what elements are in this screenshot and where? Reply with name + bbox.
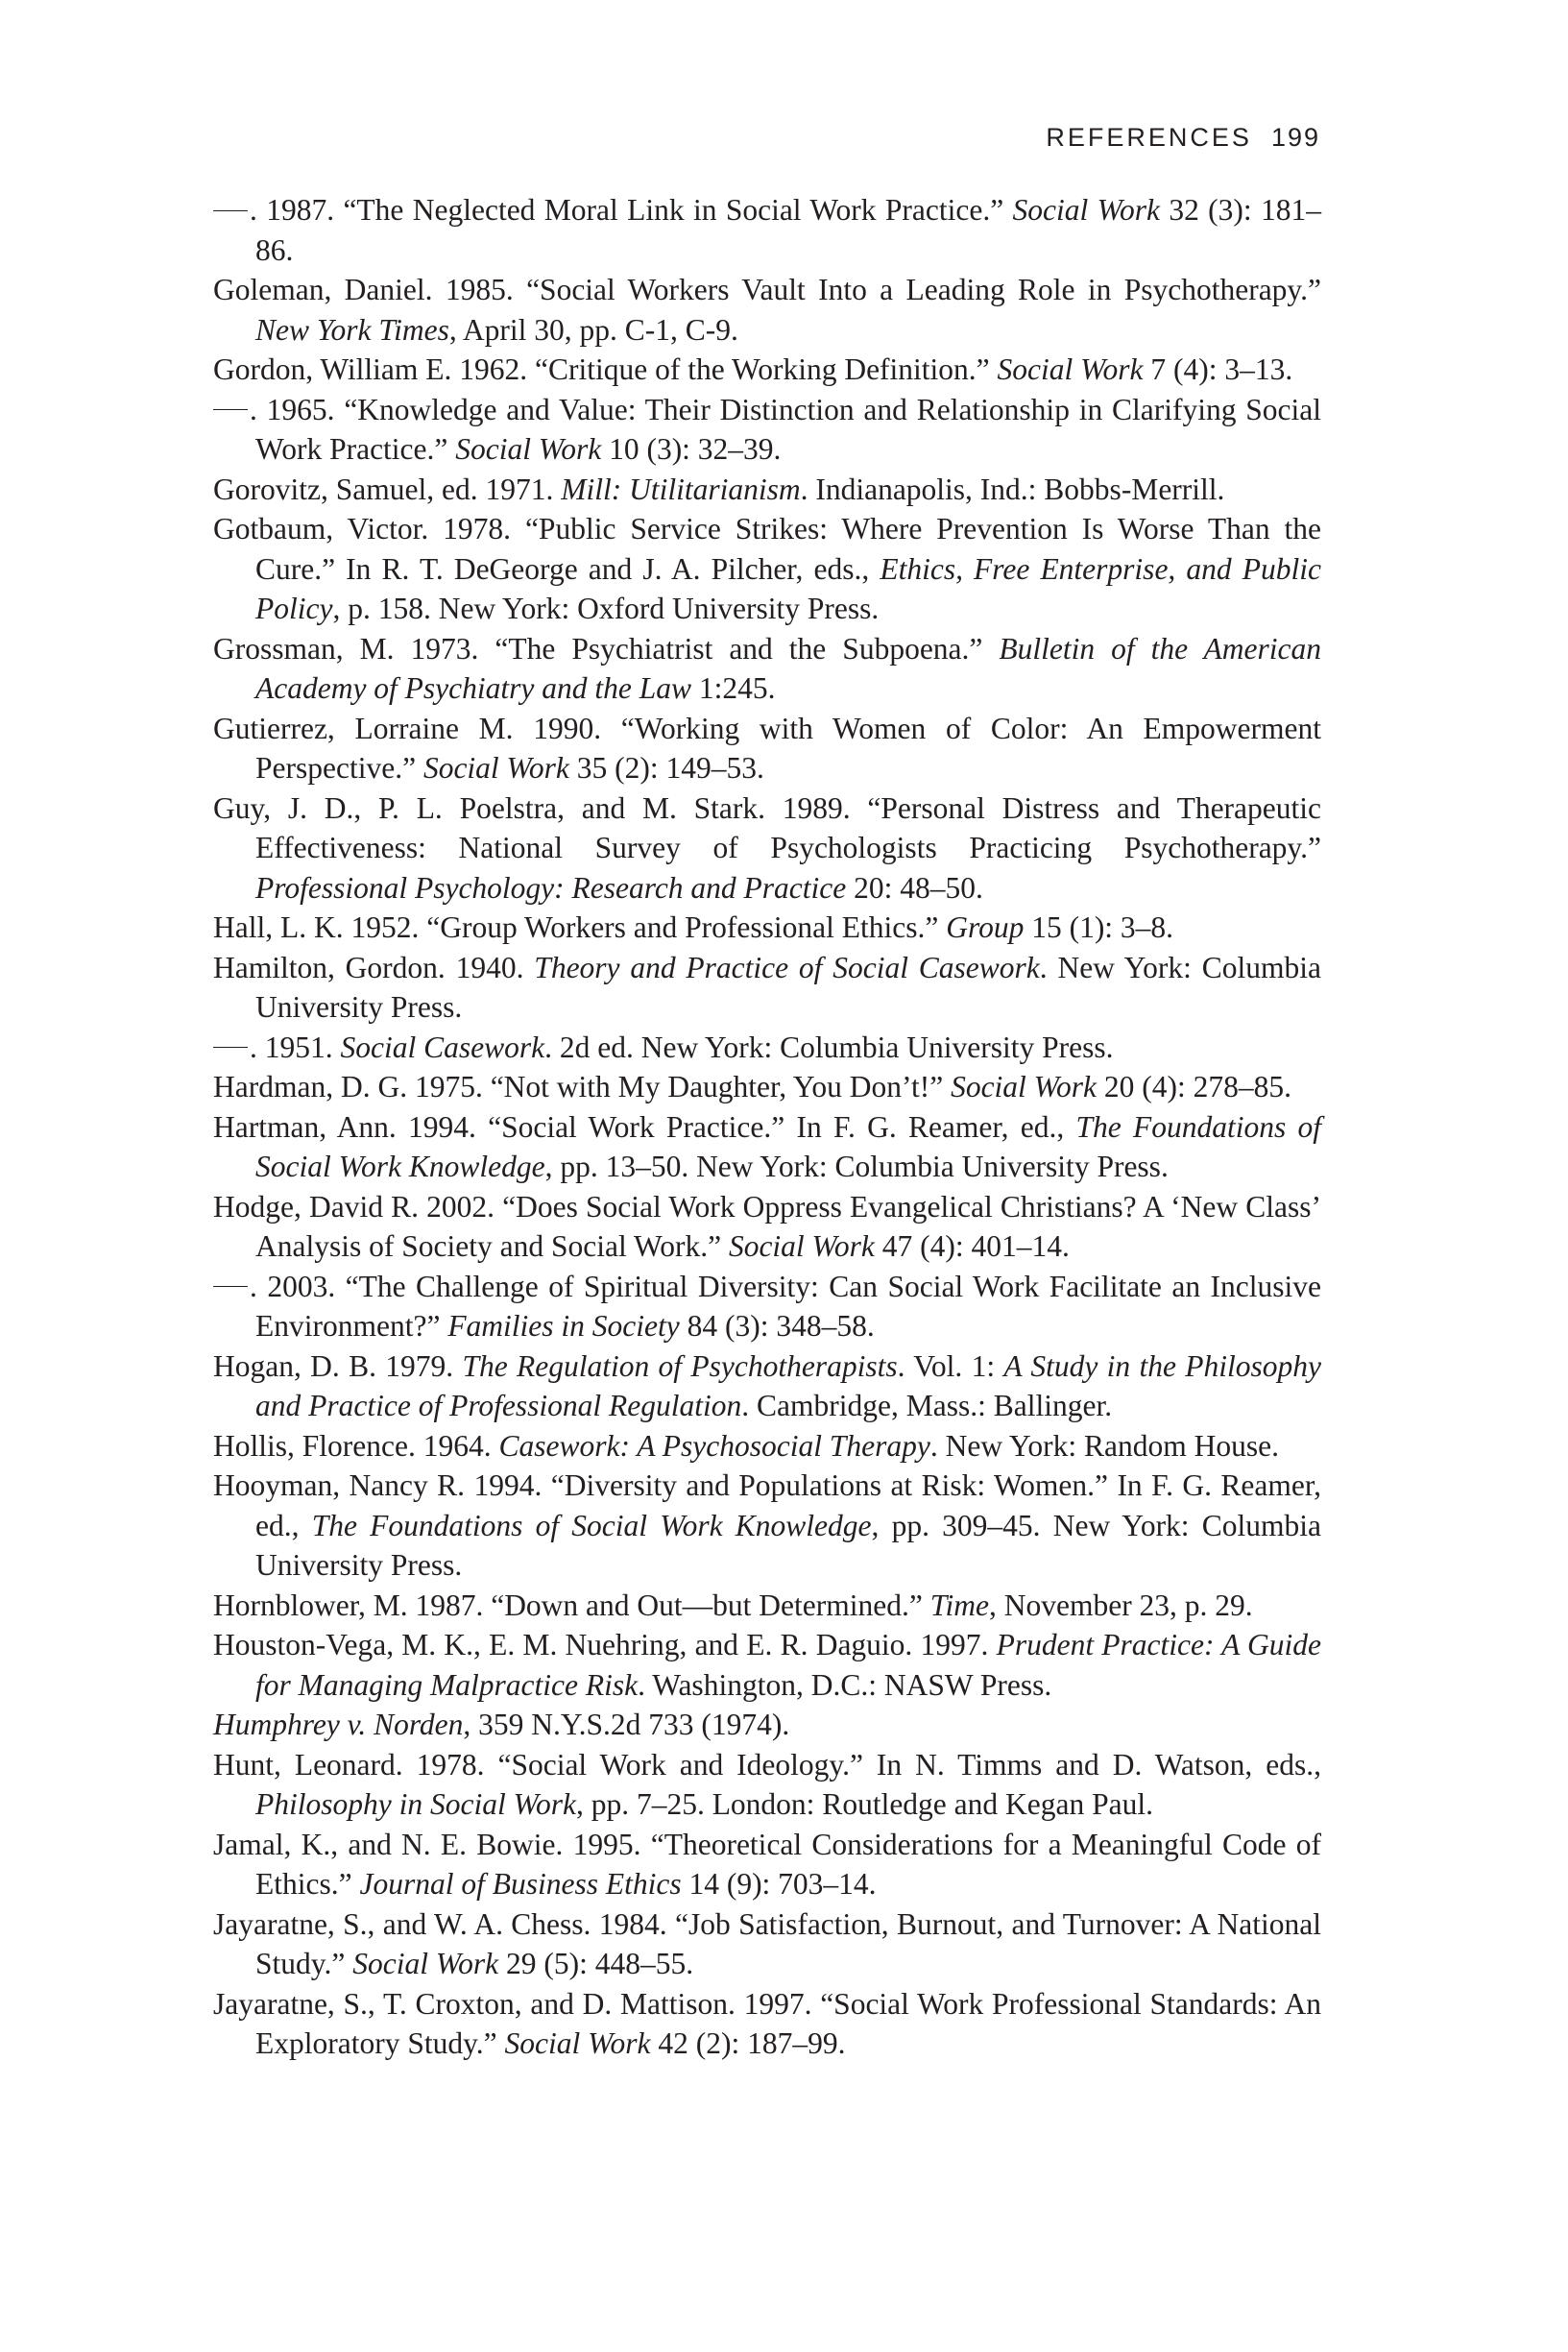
ref-text: 10 (3): 32–39.	[601, 432, 782, 466]
ref-title: Journal of Business Ethics	[359, 1867, 682, 1901]
ref-text: . Cambridge, Mass.: Ballinger.	[741, 1389, 1113, 1422]
ref-text: Hunt, Leonard. 1978. “Social Work and Ideology.” In N. Timms and D. Watson, eds.,	[213, 1747, 1321, 1782]
ref-title: New York Times	[255, 312, 449, 347]
ref-text: . 1987. “The Neglected Moral Link in Social Work Practice.”	[250, 193, 1013, 227]
ref-title: Philosophy in Social Work	[255, 1787, 576, 1821]
ref-text: . New York: Columbia University Press.	[255, 950, 1321, 1024]
repeat-author-dash	[213, 1286, 248, 1287]
ref-text: 47 (4): 401–14.	[874, 1229, 1070, 1263]
reference-entry	[213, 948, 1321, 1028]
ref-text: Hodge, David R. 2002. “Does Social Work Oppress Evangelical Christians? A ‘New Class’ Analysis of Society and Social Work.”	[213, 1189, 1321, 1263]
ref-title: Social Work	[455, 432, 602, 466]
ref-text: 14 (9): 703–14.	[681, 1867, 877, 1901]
ref-text: . Vol. 1:	[897, 1348, 1004, 1383]
reference-entry	[213, 1625, 1321, 1705]
ref-text: Gutierrez, Lorraine M. 1990. “Working with Women of Color: An Empowerment Perspective.”	[213, 711, 1321, 785]
ref-title: Humphrey v. Norden	[213, 1708, 464, 1741]
reference-entry	[213, 1904, 1321, 1984]
ref-title: Mill: Utilitarianism	[561, 472, 801, 506]
ref-title: Families in Society	[447, 1309, 680, 1343]
reference-entry	[213, 1705, 1321, 1745]
ref-text: 32 (3): 181–86.	[255, 193, 1322, 267]
ref-text: Hooyman, Nancy R. 1994. “Diversity and Populations at Risk: Women.” In F. G. Reamer, ed.,	[213, 1468, 1321, 1542]
ref-title: Social Work	[728, 1229, 875, 1263]
ref-text: 7 (4): 3–13.	[1143, 352, 1293, 386]
reference-entry	[213, 1346, 1321, 1426]
repeat-author-dash	[213, 1047, 248, 1048]
ref-text: 35 (2): 149–53.	[568, 751, 764, 785]
reference-entry	[213, 1426, 1321, 1467]
ref-title: The Foundations of Social Work Knowledge	[255, 1109, 1321, 1183]
ref-text: , pp. 309–45. New York: Columbia University Press.	[255, 1508, 1322, 1582]
ref-title: Casework: A Psychosocial Therapy	[498, 1428, 930, 1463]
ref-title: Professional Psychology: Research and Practice	[255, 870, 847, 905]
ref-title: Theory and Practice of Social Casework	[534, 950, 1040, 984]
ref-title: Prudent Practice: A Guide for Managing Malpractice Risk	[255, 1628, 1321, 1702]
ref-title: Social Casework	[340, 1030, 545, 1064]
ref-text: 20 (4): 278–85.	[1097, 1070, 1292, 1103]
ref-text: . New York: Random House.	[929, 1428, 1280, 1463]
ref-text: 15 (1): 3–8.	[1024, 910, 1174, 944]
reference-entry	[213, 1187, 1321, 1267]
ref-text: Gordon, William E. 1962. “Critique of the Working Definition.”	[213, 352, 998, 386]
ref-text: , pp. 7–25. London: Routledge and Kegan Paul.	[575, 1787, 1153, 1821]
ref-text: Goleman, Daniel. 1985. “Social Workers Vault Into a Leading Role in Psychotherapy.”	[213, 273, 1321, 306]
ref-text: Jayaratne, S., and W. A. Chess. 1984. “Job Satisfaction, Burnout, and Turnover: A National Study.”	[213, 1906, 1321, 1980]
ref-title: Social Work	[997, 352, 1144, 386]
repeat-author-dash	[213, 409, 248, 410]
reference-entry	[213, 470, 1321, 510]
ref-title: Social Work	[1012, 193, 1160, 227]
ref-text: Guy, J. D., P. L. Poelstra, and M. Stark. 1989. “Personal Distress and Therapeutic Effectiveness: National Survey of Psychologists Practicing Psychotherapy.”	[213, 790, 1321, 864]
ref-text: Hamilton, Gordon. 1940.	[213, 950, 535, 984]
reference-entry	[213, 1028, 1321, 1068]
ref-title: The Foundations of Social Work Knowledge	[311, 1508, 872, 1542]
ref-title: Time	[929, 1588, 989, 1622]
reference-entry	[213, 908, 1321, 948]
ref-text: 42 (2): 187–99.	[650, 2026, 846, 2060]
ref-text: , April 30, pp. C-1, C-9.	[448, 312, 738, 347]
ref-title: Social Work	[352, 1947, 499, 1980]
ref-title: Ethics, Free Enterprise, and Public Policy	[255, 551, 1321, 625]
ref-title: Social Work	[951, 1070, 1098, 1103]
ref-text: Jayaratne, S., T. Croxton, and D. Mattison. 1997. “Social Work Professional Standards: An Exploratory Study.”	[213, 1986, 1321, 2060]
repeat-author-dash	[213, 210, 248, 211]
reference-entry	[213, 1825, 1321, 1904]
ref-text: Hollis, Florence. 1964.	[213, 1428, 499, 1463]
ref-text: Hornblower, M. 1987. “Down and Out—but Determined.”	[213, 1588, 930, 1622]
ref-text: . Indianapolis, Ind.: Bobbs-Merrill.	[800, 472, 1225, 506]
ref-text: 1:245.	[691, 671, 776, 705]
ref-text: . 2003. “The Challenge of Spiritual Diversity: Can Social Work Facilitate an Inclusive Environment?”	[250, 1269, 1321, 1343]
ref-text: Hartman, Ann. 1994. “Social Work Practice.” In F. G. Reamer, ed.,	[213, 1109, 1076, 1144]
ref-text: , pp. 13–50. New York: Columbia University Press.	[544, 1150, 1169, 1183]
reference-entry	[213, 190, 1321, 270]
ref-text: . 1965. “Knowledge and Value: Their Distinction and Relationship in Clarifying Social Work Practice.”	[250, 392, 1321, 466]
ref-text: Jamal, K., and N. E. Bowie. 1995. “Theoretical Considerations for a Meaningful Code of Ethics.”	[213, 1827, 1321, 1901]
reference-entry	[213, 1586, 1321, 1626]
page-number: 199	[1270, 123, 1320, 152]
ref-title: The Regulation of Psychotherapists	[462, 1348, 898, 1383]
ref-text: Hardman, D. G. 1975. “Not with My Daughter, You Don’t!”	[213, 1070, 952, 1103]
reference-entry	[213, 788, 1321, 909]
ref-text: Gotbaum, Victor. 1978. “Public Service Strikes: Where Prevention Is Worse Than the Cure.” In R. T. DeGeorge and J. A. Pilcher, eds.,	[213, 512, 1321, 586]
ref-text: Gorovitz, Samuel, ed. 1971.	[213, 472, 562, 506]
ref-text: . 1951.	[250, 1030, 341, 1064]
ref-text: , November 23, p. 29.	[988, 1588, 1253, 1622]
reference-entry	[213, 1107, 1321, 1187]
ref-title: Group	[946, 910, 1025, 944]
reference-entry	[213, 1984, 1321, 2064]
reference-entry	[213, 629, 1321, 709]
reference-entry	[213, 1267, 1321, 1346]
reference-entry	[213, 509, 1321, 629]
ref-text: 84 (3): 348–58.	[679, 1309, 875, 1343]
reference-entry	[213, 1466, 1321, 1586]
ref-text: . 2d ed. New York: Columbia University Press.	[544, 1030, 1114, 1064]
ref-text: Hall, L. K. 1952. “Group Workers and Professional Ethics.”	[213, 910, 947, 944]
reference-entry	[213, 709, 1321, 788]
ref-text: , p. 158. New York: Oxford University Press.	[332, 592, 880, 625]
running-title: REFERENCES	[1046, 123, 1252, 152]
reference-list	[213, 190, 1321, 2064]
reference-entry	[213, 390, 1321, 470]
reference-entry	[213, 350, 1321, 390]
ref-title: Bulletin of the American Academy of Psychiatry and the Law	[255, 631, 1322, 705]
ref-title: A Study in the Philosophy and Practice of Professional Regulation	[255, 1348, 1321, 1422]
running-head	[1046, 123, 1320, 153]
ref-text: 29 (5): 448–55.	[498, 1947, 694, 1980]
ref-title: Social Work	[422, 751, 569, 785]
ref-text: Houston-Vega, M. K., E. M. Nuehring, and E. R. Daguio. 1997.	[213, 1628, 997, 1661]
reference-entry	[213, 1067, 1321, 1107]
ref-text: 20: 48–50.	[846, 870, 983, 905]
ref-text: Grossman, M. 1973. “The Psychiatrist and the Subpoena.”	[213, 631, 1000, 666]
ref-text: , 359 N.Y.S.2d 733 (1974).	[463, 1708, 790, 1741]
reference-entry	[213, 1745, 1321, 1825]
ref-text: Hogan, D. B. 1979.	[213, 1348, 463, 1383]
ref-text: . Washington, D.C.: NASW Press.	[638, 1667, 1052, 1702]
reference-entry	[213, 270, 1321, 350]
ref-title: Social Work	[504, 2026, 651, 2060]
